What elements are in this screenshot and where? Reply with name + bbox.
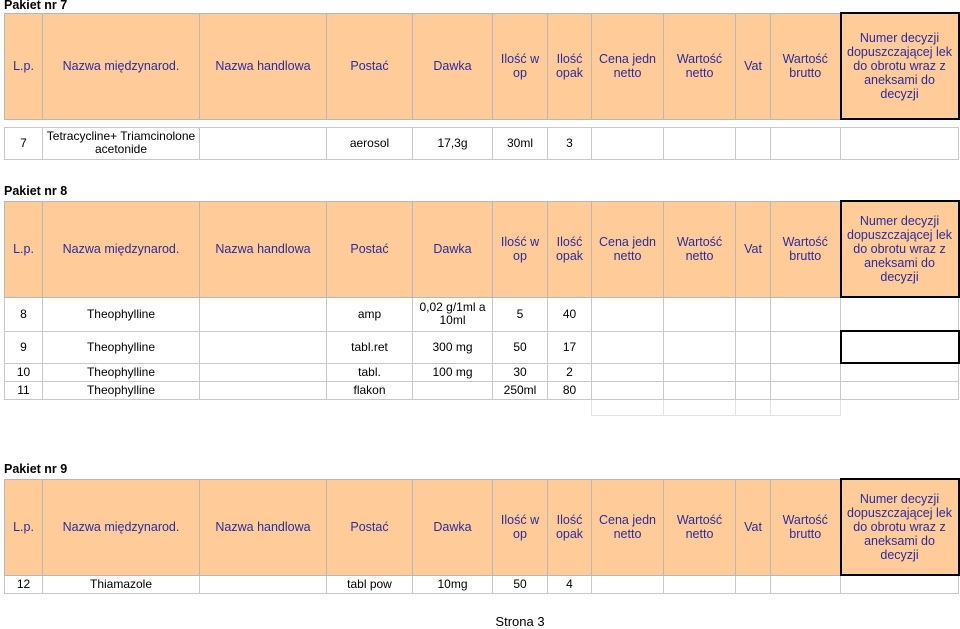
col-wartosc-netto: Wartość netto — [664, 13, 736, 119]
blank-row — [5, 399, 959, 415]
col-lp: L.p. — [5, 201, 43, 297]
col-ilosc-w-op: Ilość w op — [493, 13, 548, 119]
col-vat: Vat — [736, 479, 771, 575]
col-dawka: Dawka — [413, 201, 493, 297]
col-wartosc-netto: Wartość netto — [664, 201, 736, 297]
col-ilosc-w-op: Ilość w op — [493, 479, 548, 575]
col-nazwa-miedzynarod: Nazwa międzynarod. — [43, 201, 200, 297]
pakiet-7-title: Pakiet nr 7 — [4, 0, 68, 12]
col-dawka: Dawka — [413, 479, 493, 575]
table-row: 7 Tetracycline+ Triamcinolone acetonide aerosol 17,3g 30ml 3 — [5, 127, 959, 159]
col-wartosc-brutto: Wartość brutto — [771, 201, 841, 297]
col-nazwa-handlowa: Nazwa handlowa — [200, 479, 327, 575]
pakiet-8-title: Pakiet nr 8 — [4, 184, 68, 198]
col-nazwa-miedzynarod: Nazwa międzynarod. — [43, 13, 200, 119]
col-postac: Postać — [327, 13, 413, 119]
col-nazwa-handlowa: Nazwa handlowa — [200, 201, 327, 297]
col-nazwa-handlowa: Nazwa handlowa — [200, 13, 327, 119]
pakiet-7-table — [4, 12, 960, 160]
col-nazwa-miedzynarod: Nazwa międzynarod. — [43, 479, 200, 575]
col-ilosc-opak: Ilość opak — [548, 479, 592, 575]
col-postac: Postać — [327, 479, 413, 575]
page-number: Strona 3 — [495, 614, 545, 629]
numer-decyzji-cell — [841, 331, 959, 363]
table-row: 8 Theophylline amp 0,02 g/1ml a 10ml 5 40 — [5, 297, 959, 331]
header-row — [5, 13, 959, 119]
col-wartosc-netto: Wartość netto — [664, 479, 736, 575]
col-vat: Vat — [736, 201, 771, 297]
col-ilosc-w-op: Ilość w op — [493, 201, 548, 297]
col-lp: L.p. — [5, 479, 43, 575]
col-lp: L.p. — [5, 13, 43, 119]
col-cena-jedn-netto: Cena jedn netto — [592, 479, 664, 575]
col-ilosc-opak: Ilość opak — [548, 13, 592, 119]
table-row: 9 Theophylline tabl.ret 300 mg 50 17 — [5, 331, 959, 363]
col-numer-decyzji: Numer decyzji dopuszczającej lek do obrotu wraz z aneksami do decyzji — [841, 479, 959, 575]
pakiet-9-table — [4, 478, 960, 594]
col-cena-jedn-netto: Cena jedn netto — [592, 201, 664, 297]
col-cena-jedn-netto: Cena jedn netto — [592, 13, 664, 119]
col-postac: Postać — [327, 201, 413, 297]
col-wartosc-brutto: Wartość brutto — [771, 479, 841, 575]
table-row: 12 Thiamazole tabl pow 10mg 50 4 — [5, 575, 959, 593]
col-dawka: Dawka — [413, 13, 493, 119]
table-row: 10 Theophylline tabl. 100 mg 30 2 — [5, 363, 959, 381]
col-vat: Vat — [736, 13, 771, 119]
table-row: 11 Theophylline flakon 250ml 80 — [5, 381, 959, 399]
pakiet-8-table — [4, 200, 960, 416]
col-ilosc-opak: Ilość opak — [548, 201, 592, 297]
pakiet-9-title: Pakiet nr 9 — [4, 462, 68, 476]
header-row — [5, 479, 959, 575]
col-wartosc-brutto: Wartość brutto — [771, 13, 841, 119]
col-numer-decyzji: Numer decyzji dopuszczającej lek do obrotu wraz z aneksami do decyzji — [841, 201, 959, 297]
col-numer-decyzji: Numer decyzji dopuszczającej lek do obrotu wraz z aneksami do decyzji — [841, 13, 959, 119]
header-row — [5, 201, 959, 297]
